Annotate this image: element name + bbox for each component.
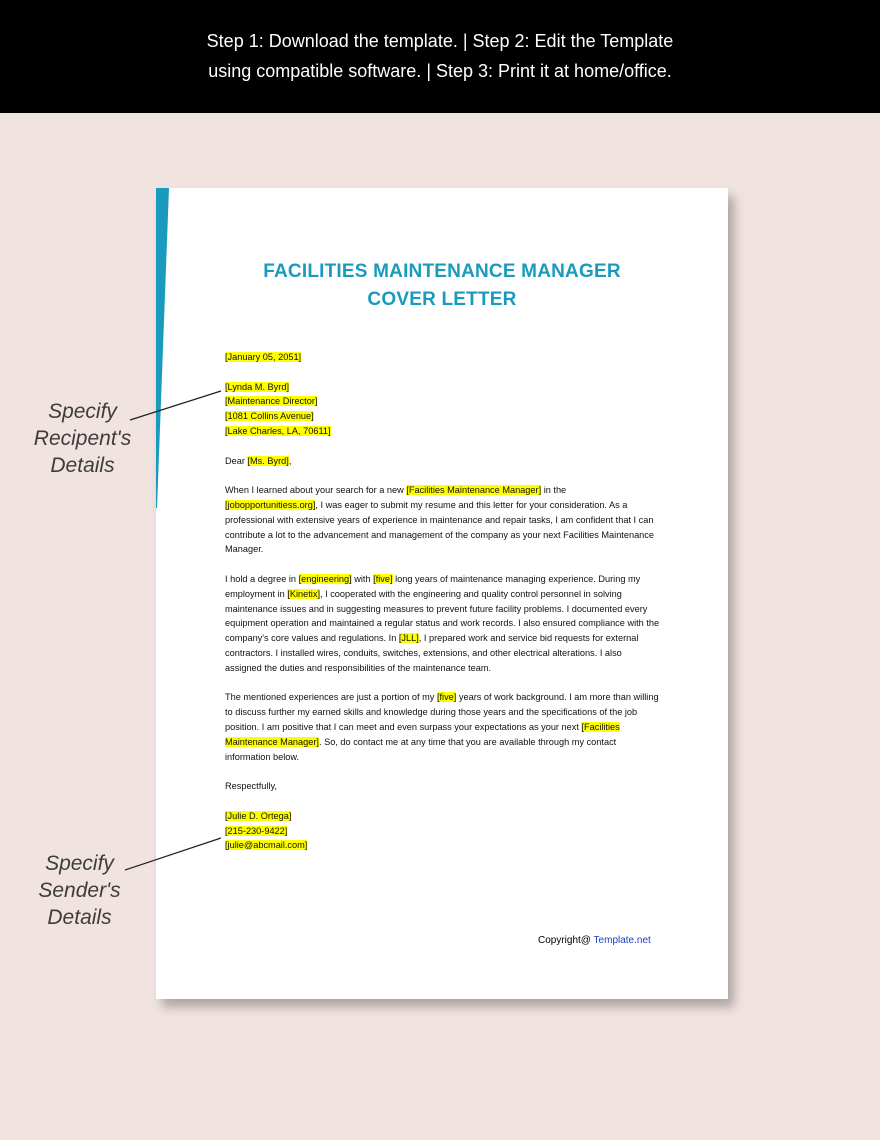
p3-text-2: years of work background. I am more than willing to discuss further my earned skills and knowledge during those years and the specifications of the job position. I am positive that I can meet and even surpass your expectations as your next [225,692,659,732]
date-block [225,350,661,365]
closing: Respectfully, [225,781,277,792]
sender-callout-line-3: Details [47,906,112,929]
recipient-callout-line-1: Specify [48,400,117,423]
recipient-title-field[interactable]: [Maintenance Director] [225,396,318,407]
recipient-city-field[interactable]: [Lake Charles, LA, 70611] [225,425,331,436]
salutation-name-field[interactable]: [Ms. Byrd] [247,455,289,466]
banner-line-1: Step 1: Download the template. | Step 2: Edit the Template [206,31,674,51]
document-title [156,258,728,314]
sender-block [225,809,661,853]
p3-position-field[interactable]: [Facilities Maintenance Manager] [225,721,620,747]
copyright-label: Copyright@ [538,935,594,946]
banner-line-2: using compatible software. | Step 3: Print it at home/office. [208,61,672,81]
p2-text-4: , I cooperated with the engineering and quality control personnel in solving maintenance issues and in suggesting measures to prevent future facility problems. I documented every equipment operation and maintained a regular status and work records. I also ensured compliance with the company's core values and regulations. In [225,588,660,644]
sender-email-field[interactable]: [julie@abcmail.com] [225,840,308,851]
salutation-suffix: , [288,455,292,466]
copyright-link[interactable]: Template.net [593,935,651,946]
recipient-block [225,380,661,439]
p1-text-2: in the [541,485,567,496]
p1-text-1: When I learned about your search for a new [225,485,407,496]
p2-text-5: , I prepared work and service bid requests for external contractors. I installed wires, conduits, switches, extensions, and other electrical alterations. I also assigned the duties and responsibilities of the maintenance team. [225,633,639,673]
recipient-callout-line-3: Details [50,454,115,477]
paragraph-1 [225,483,661,557]
p2-text-2: with [351,573,374,584]
date-field[interactable]: [January 05, 2051] [225,352,302,362]
p2-degree-field[interactable]: [engineering] [298,573,352,584]
p3-text-1: The mentioned experiences are just a portion of my [225,692,437,703]
letter-body [225,350,661,868]
recipient-street-field[interactable]: [1081 Collins Avenue] [225,411,314,422]
p2-text-3: long years of maintenance managing experience. During my employment in [225,573,641,599]
sender-callout [17,850,142,931]
title-line-2: COVER LETTER [367,289,517,310]
paragraph-3 [225,690,661,764]
p2-employer-2-field[interactable]: [JLL] [398,633,419,644]
accent-stripe [156,188,169,508]
p1-source-field[interactable]: [jobopportunitiess.org] [225,499,316,510]
p3-text-3: . So, do contact me at any time that you are available through my contact information below. [225,736,617,762]
p1-text-3: , I was eager to submit my resume and this letter for your consideration. As a professional with extensive years of experience in maintenance and repair tasks, I am confident that I can contribute a lot to the advancement and management of the company as your next Facilities Maintenance Manager. [225,499,654,555]
sender-phone-field[interactable]: [215-230-9422] [225,825,288,836]
p3-years-field[interactable]: [five] [436,692,457,703]
document-page [156,188,728,999]
recipient-callout-line-2: Recipent's [33,427,132,450]
recipient-name-field[interactable]: [Lynda M. Byrd] [225,381,289,392]
p2-text-1: I hold a degree in [225,573,299,584]
p2-employer-field[interactable]: [Kinetix] [287,588,320,599]
salutation-prefix: Dear [225,455,248,466]
p1-position-field[interactable]: [Facilities Maintenance Manager] [406,485,542,496]
sender-name-field[interactable]: [Julie D. Ortega] [225,810,292,821]
sender-callout-line-1: Specify [45,852,114,875]
sender-callout-line-2: Sender's [38,879,121,902]
instruction-banner [0,0,880,113]
copyright-notice [538,935,651,946]
p2-years-field[interactable]: [five] [373,573,393,584]
recipient-callout [20,398,145,479]
paragraph-2 [225,572,661,676]
title-line-1: FACILITIES MAINTENANCE MANAGER [263,261,621,282]
salutation [225,454,661,469]
